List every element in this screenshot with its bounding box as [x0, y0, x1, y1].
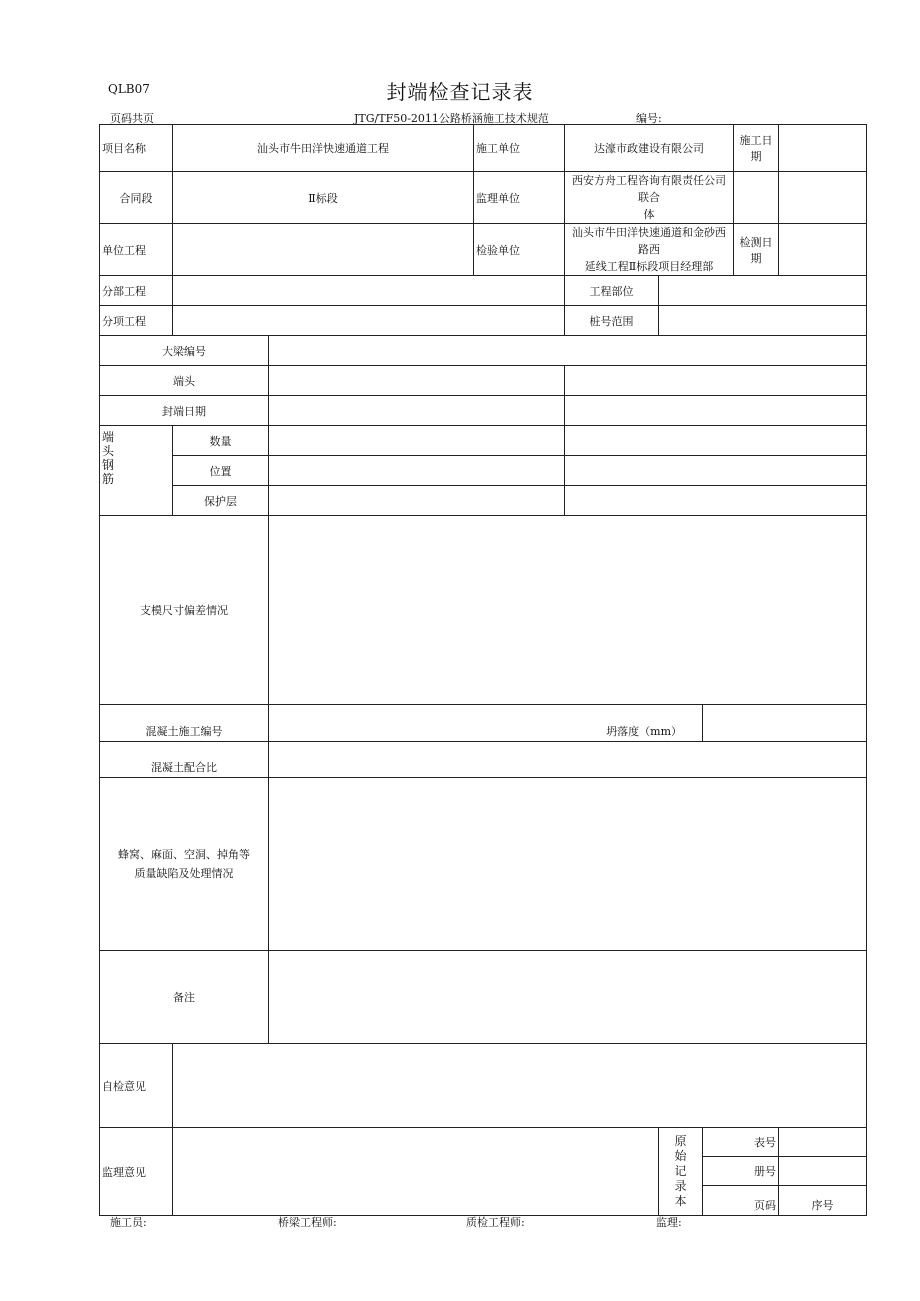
label-unit-project: 单位工程 — [100, 224, 173, 276]
label-concrete-number: 混凝土施工编号 — [100, 705, 269, 742]
supervision-unit-line2: 体 — [643, 208, 655, 221]
label-position: 位置 — [173, 456, 269, 486]
field-supervision-opinion[interactable] — [173, 1128, 659, 1216]
value-inspection-unit[interactable] — [565, 224, 734, 276]
label-defects — [100, 778, 269, 951]
label-test-date: 检测日期 — [734, 224, 779, 276]
label-table-no: 表号 — [703, 1128, 779, 1157]
label-inspection-unit: 检验单位 — [474, 224, 565, 276]
label-division-project: 分部工程 — [100, 276, 173, 306]
field-blank-a[interactable] — [734, 172, 779, 224]
field-end-head-2[interactable] — [565, 366, 867, 396]
field-position-1[interactable] — [269, 456, 565, 486]
value-construction-unit[interactable]: 达濠市政建设有限公司 — [565, 125, 734, 172]
label-construction-date: 施工日期 — [734, 125, 779, 172]
field-beam-number[interactable] — [269, 336, 867, 366]
label-quantity: 数量 — [173, 426, 269, 456]
field-defects[interactable] — [269, 778, 867, 951]
label-sealing-date: 封端日期 — [100, 396, 269, 426]
label-cover: 保护层 — [173, 486, 269, 516]
label-beam-number: 大梁编号 — [100, 336, 269, 366]
label-project-part: 工程部位 — [565, 276, 659, 306]
label-end-rebar: 端头钢筋 — [100, 426, 173, 516]
inspection-unit-line2: 延线工程Ⅱ标段项目经理部 — [584, 260, 714, 273]
field-remarks[interactable] — [269, 951, 867, 1044]
label-defects-line2: 质量缺陷及处理情况 — [134, 867, 234, 880]
record-form-table — [99, 124, 867, 1216]
label-contract-section: 合同段 — [100, 172, 173, 224]
label-seq-no: 序号 — [779, 1186, 867, 1216]
field-end-head-1[interactable] — [269, 366, 565, 396]
label-construction-unit: 施工单位 — [474, 125, 565, 172]
supervision-unit-line1: 西安方舟工程咨询有限责任公司联合 — [572, 174, 727, 204]
label-formwork-deviation: 支模尺寸偏差情况 — [100, 516, 269, 705]
label-item-project: 分项工程 — [100, 306, 173, 336]
label-slump: 坍落度（mm） — [269, 705, 703, 742]
field-cover-2[interactable] — [565, 486, 867, 516]
field-quantity-2[interactable] — [565, 426, 867, 456]
field-quantity-1[interactable] — [269, 426, 565, 456]
label-project-name: 项目名称 — [100, 125, 173, 172]
value-supervision-unit[interactable] — [565, 172, 734, 224]
field-construction-date[interactable] — [779, 125, 867, 172]
field-unit-project[interactable] — [173, 224, 474, 276]
field-self-check[interactable] — [173, 1044, 867, 1128]
label-station-range: 桩号范围 — [565, 306, 659, 336]
label-mix-ratio: 混凝土配合比 — [100, 742, 269, 778]
field-sealing-date-1[interactable] — [269, 396, 565, 426]
field-division-project[interactable] — [173, 276, 565, 306]
form-code: QLB07 — [108, 82, 150, 96]
field-project-part[interactable] — [659, 276, 867, 306]
standard-reference: JTG/TF50-2011公路桥涵施工技术规范 — [354, 112, 549, 125]
field-formwork-deviation[interactable] — [269, 516, 867, 705]
page-info: 页码共页 — [110, 112, 154, 125]
field-item-project[interactable] — [173, 306, 565, 336]
field-volume-no[interactable] — [779, 1157, 867, 1186]
serial-number-label: 编号: — [636, 112, 662, 125]
footer-constructor: 施工员: — [110, 1216, 147, 1229]
label-volume-no: 册号 — [703, 1157, 779, 1186]
field-slump[interactable] — [703, 705, 867, 742]
footer-supervisor: 监理: — [656, 1216, 682, 1229]
page-title: 封端检查记录表 — [386, 80, 534, 104]
value-project-name[interactable]: 汕头市牛田洋快速通道工程 — [173, 125, 474, 172]
label-supervision-opinion: 监理意见 — [100, 1128, 173, 1216]
label-defects-line1: 蜂窝、麻面、空洞、掉角等 — [118, 848, 250, 861]
value-contract-section[interactable]: Ⅱ标段 — [173, 172, 474, 224]
footer-bridge-engineer: 桥梁工程师: — [278, 1216, 337, 1229]
label-remarks: 备注 — [100, 951, 269, 1044]
inspection-unit-line1: 汕头市牛田洋快速通道和金砂西路西 — [572, 226, 727, 256]
field-test-date[interactable] — [779, 224, 867, 276]
field-sealing-date-2[interactable] — [565, 396, 867, 426]
field-blank-b[interactable] — [779, 172, 867, 224]
field-cover-1[interactable] — [269, 486, 565, 516]
field-station-range[interactable] — [659, 306, 867, 336]
field-position-2[interactable] — [565, 456, 867, 486]
label-self-check: 自检意见 — [100, 1044, 173, 1128]
label-page-no: 页码 — [703, 1186, 779, 1216]
label-supervision-unit: 监理单位 — [474, 172, 565, 224]
label-original-record: 原始记录本 — [659, 1128, 703, 1216]
footer-quality-engineer: 质检工程师: — [466, 1216, 525, 1229]
field-mix-ratio[interactable] — [269, 742, 867, 778]
label-end-head: 端头 — [100, 366, 269, 396]
field-table-no[interactable] — [779, 1128, 867, 1157]
